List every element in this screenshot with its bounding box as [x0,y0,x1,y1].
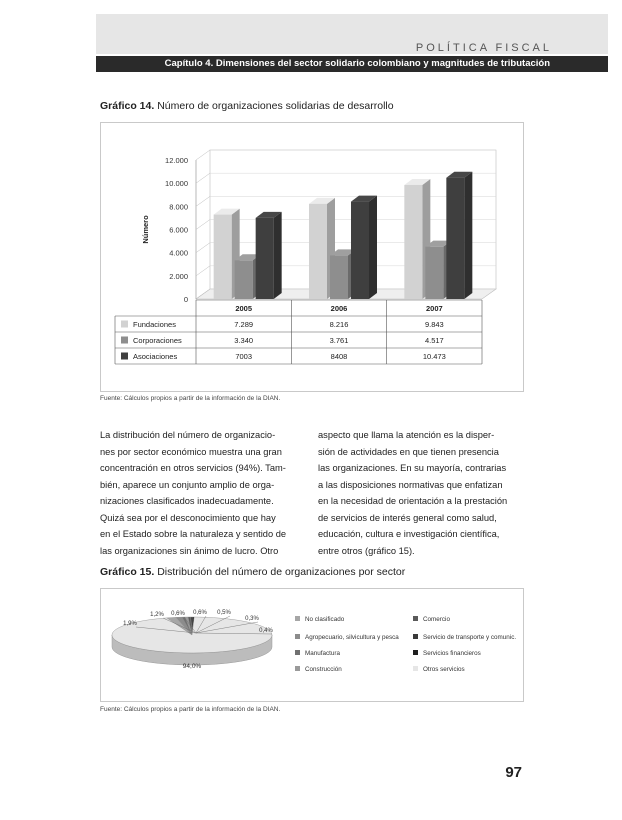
table-cell: 3.340 [234,336,254,345]
chart15-label: Gráfico 15. [100,566,155,578]
legend-swatch [295,666,300,671]
table-cell: 4.517 [424,336,444,345]
body-line: nizaciones clasificados inadecuadamente. [100,496,274,506]
chart14-source: Fuente: Cálculos propios a partir de la información de la DIAN. [100,395,281,402]
gridline-depth [196,150,210,160]
body-right-column [318,427,523,559]
bar [330,255,348,299]
legend-swatch [121,337,128,344]
table-row-label: Asociaciones [133,352,178,361]
legend-swatch [295,634,300,639]
chart15-title [100,566,405,578]
chart14-svg [100,122,524,392]
body-line: en el Estado sobre la naturaleza y sentido de [100,529,287,539]
pie-slice-label: 0,4% [259,628,273,634]
table-year-header: 2007 [425,304,443,313]
legend-label: Servicios financieros [423,650,481,657]
y-tick-label: 0 [183,295,188,304]
pie-slice-label: 0,6% [193,610,207,616]
legend-label: Otros servicios [423,666,465,673]
table-row-label: Fundaciones [133,320,176,329]
chart14-label: Gráfico 14. [100,100,155,112]
y-tick-label: 6.000 [169,225,188,235]
bar [446,178,464,299]
table-cell: 7.289 [234,320,254,329]
page-number: 97 [505,764,522,781]
legend-swatch [295,616,300,621]
gridline-depth [196,196,210,206]
legend-label: Comercio [423,616,450,623]
chart14-title [100,100,394,112]
bar-side [274,212,282,299]
chart15-svg [100,588,524,702]
bar [235,260,253,299]
table-cell: 7003 [235,352,253,361]
body-line: aspecto que llama la atención es la disper- [318,430,495,440]
body-line: bién, aparece un conjunto amplio de orga- [100,479,275,490]
bar [309,204,327,299]
legend-label: No clasificado [305,616,345,623]
y-axis-title: Número [141,215,150,244]
gridline-depth [196,173,210,183]
table-cell: 8408 [330,352,348,361]
legend-swatch [121,321,128,328]
bar [214,215,232,299]
y-tick-label: 4.000 [169,248,188,258]
body-line: Quizá sea por el desconocimiento que hay [100,512,276,523]
body-line: las organizaciones sin ánimo de lucro. Otro [100,545,279,556]
pie-slice-label: 0,6% [171,611,185,617]
y-tick-label: 12.000 [165,156,188,165]
legend-label: Construcción [305,666,342,673]
chart15-title-text: Distribución del número de organizaciones por sector [157,566,406,578]
legend-swatch [295,650,300,655]
bar [351,202,369,299]
body-line: La distribución del número de organizacio- [100,430,276,440]
table-cell: 3.761 [329,336,349,345]
bar [404,185,422,299]
table-year-header: 2005 [235,304,253,313]
section-title: POLÍTICA FISCAL [415,42,552,54]
pie-slice-label: 1,2% [150,612,164,618]
body-line: nes por sector económico muestra una gran [100,446,282,457]
y-tick-label: 2.000 [169,271,188,281]
body-line: educación, cultura e investigación científica, [318,529,500,539]
gridline-depth [196,220,210,230]
table-cell: 9.843 [424,320,444,329]
y-tick-label: 10.000 [165,179,188,189]
body-line: sión de actividades en que tienen presencia [318,446,499,457]
legend-swatch [413,650,418,655]
legend-swatch [413,616,418,621]
pie-slice-label: 0,5% [217,610,231,616]
legend-label: Manufactura [305,650,341,657]
body-line: entre otros (gráfico 15). [318,545,415,556]
body-line: las organizaciones. En su mayoría, contrarias [318,463,507,473]
legend-label: Agropecuario, silvicultura y pesca [305,634,399,641]
body-line: en la necesidad de orientación a la prestación [318,496,508,506]
bar-side [464,172,472,299]
legend-swatch [413,666,418,671]
bar [425,247,443,299]
table-cell: 10.473 [422,352,446,361]
body-line: concentración en otros servicios (94%). Tam- [100,463,286,473]
gridline-depth [196,243,210,253]
pie-slice-label: 0,3% [245,616,259,622]
legend-label: Servicio de transporte y comunic. [423,634,517,641]
body-line: de servicios de interés general como salud, [318,512,497,523]
table-row-label: Corporaciones [133,336,182,345]
body-line: a las disposiciones normativas que enfatizan [318,479,503,490]
pie-slice-label: 94,0% [182,663,202,670]
table-year-header: 2006 [330,304,348,313]
pie-slice-label: 1,9% [123,621,137,627]
bar-side [369,196,377,299]
bar [256,218,274,299]
chart15-source: Fuente: Cálculos propios a partir de la información de la DIAN. [100,706,281,713]
body-left-column [100,427,303,559]
legend-swatch [413,634,418,639]
legend-swatch [121,353,128,360]
y-tick-label: 8.000 [169,202,188,212]
gridline-depth [196,266,210,276]
chapter-title: Capítulo 4. Dimensiones del sector solidario colombiano y magnitudes de tributación [164,58,550,69]
chart14-title-text: Número de organizaciones solidarias de desarrollo [157,100,394,112]
table-cell: 8.216 [329,320,349,329]
